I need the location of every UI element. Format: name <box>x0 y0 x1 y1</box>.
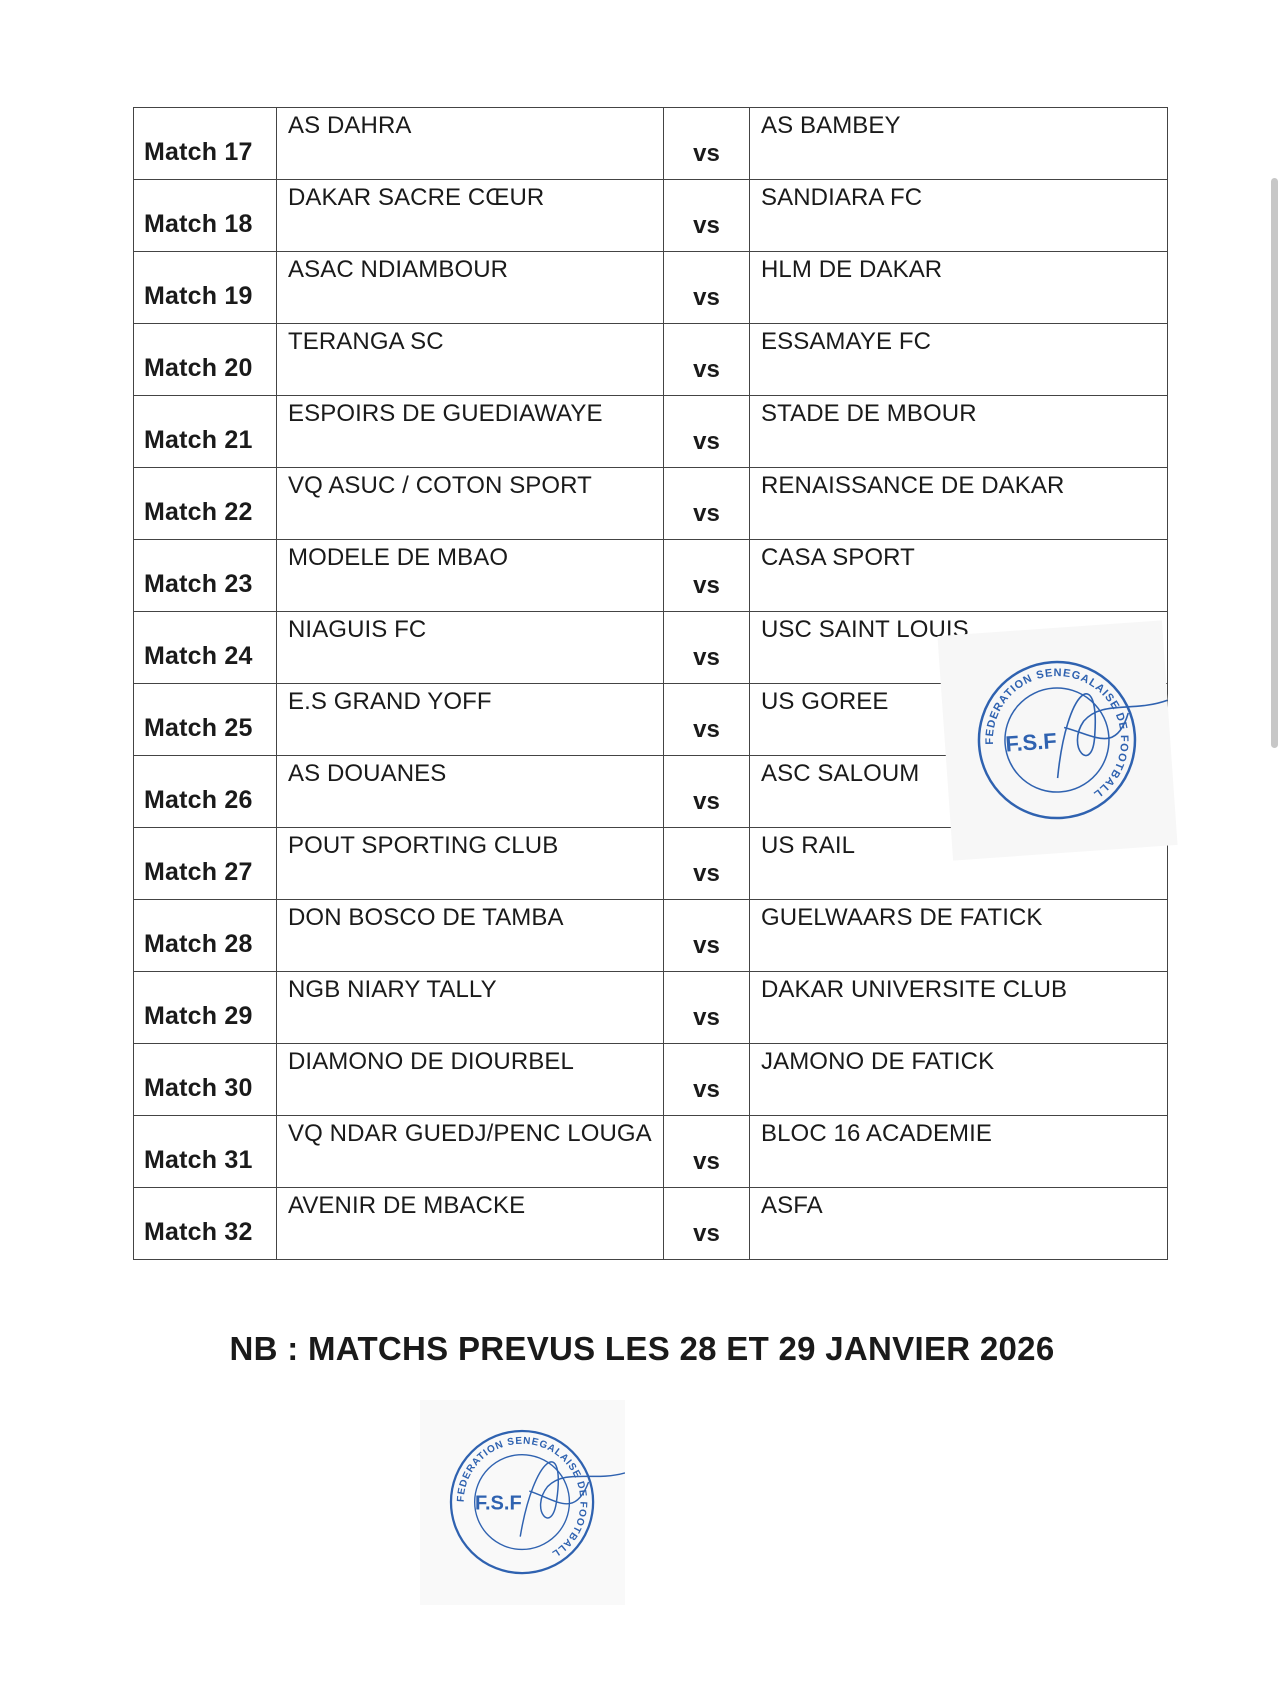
away-team: HLM DE DAKAR <box>761 256 943 283</box>
fixture-row <box>134 972 1168 1044</box>
match-label-cell <box>134 540 277 612</box>
match-label: Match 30 <box>144 1074 253 1102</box>
home-team: NIAGUIS FC <box>288 616 427 643</box>
scrollbar-thumb[interactable] <box>1271 178 1278 748</box>
home-team-cell <box>277 684 664 756</box>
vs-label: vs <box>693 1220 720 1247</box>
away-team: JAMONO DE FATICK <box>761 1048 995 1075</box>
stamp-ring-text: FEDERATION SENEGALAISE DE FOOTBALL <box>983 666 1131 801</box>
away-team-cell <box>750 540 1168 612</box>
match-label-cell <box>134 468 277 540</box>
home-team: AS DAHRA <box>288 112 412 139</box>
away-team-cell <box>750 1044 1168 1116</box>
home-team: AVENIR DE MBACKE <box>288 1192 526 1219</box>
home-team-cell <box>277 108 664 180</box>
home-team-cell <box>277 756 664 828</box>
schedule-note: NB : MATCHS PREVUS LES 28 ET 29 JANVIER 2026 <box>229 1330 1055 1367</box>
home-team: ESPOIRS DE GUEDIAWAYE <box>288 400 603 427</box>
vs-label: vs <box>693 1148 720 1175</box>
match-label: Match 31 <box>144 1146 253 1174</box>
vs-label-cell <box>664 324 750 396</box>
away-team-cell <box>750 468 1168 540</box>
match-label: Match 25 <box>144 714 253 742</box>
match-label: Match 18 <box>144 210 253 238</box>
vs-label: vs <box>693 500 720 527</box>
vs-label-cell <box>664 396 750 468</box>
match-label: Match 19 <box>144 282 253 310</box>
match-label: Match 32 <box>144 1218 253 1246</box>
away-team: USC SAINT LOUIS <box>761 616 969 643</box>
fixture-row <box>134 1116 1168 1188</box>
match-label-cell <box>134 972 277 1044</box>
away-team-cell <box>750 900 1168 972</box>
home-team-cell <box>277 468 664 540</box>
fixture-row <box>134 324 1168 396</box>
away-team: ASFA <box>761 1192 823 1219</box>
match-label: Match 20 <box>144 354 253 382</box>
vs-label: vs <box>693 140 720 167</box>
fixture-row <box>134 1044 1168 1116</box>
away-team-cell <box>750 180 1168 252</box>
match-label: Match 29 <box>144 1002 253 1030</box>
away-team: US GOREE <box>761 688 889 715</box>
away-team-cell <box>750 396 1168 468</box>
match-label-cell <box>134 756 277 828</box>
home-team: DAKAR SACRE CŒUR <box>288 184 545 211</box>
vs-label-cell <box>664 972 750 1044</box>
home-team-cell <box>277 612 664 684</box>
home-team: MODELE DE MBAO <box>288 544 509 571</box>
home-team: VQ NDAR GUEDJ/PENC LOUGA <box>288 1120 652 1147</box>
vs-label: vs <box>693 644 720 671</box>
vs-label: vs <box>693 860 720 887</box>
away-team: AS BAMBEY <box>761 112 901 139</box>
home-team: DIAMONO DE DIOURBEL <box>288 1048 574 1075</box>
fsf-stamp <box>937 620 1177 860</box>
match-label-cell <box>134 1044 277 1116</box>
fsf-stamp-bottom <box>420 1400 625 1605</box>
home-team-cell <box>277 972 664 1044</box>
fixture-row <box>134 252 1168 324</box>
match-label-cell <box>134 684 277 756</box>
home-team-cell <box>277 540 664 612</box>
home-team-cell <box>277 180 664 252</box>
away-team: BLOC 16 ACADEMIE <box>761 1120 993 1147</box>
away-team: DAKAR UNIVERSITE CLUB <box>761 976 1068 1003</box>
home-team-cell <box>277 900 664 972</box>
match-label-cell <box>134 324 277 396</box>
match-label: Match 17 <box>144 138 253 166</box>
fixture-row <box>134 540 1168 612</box>
match-label: Match 27 <box>144 858 253 886</box>
vs-label: vs <box>693 716 720 743</box>
vs-label-cell <box>664 252 750 324</box>
away-team: CASA SPORT <box>761 544 915 571</box>
away-team: ESSAMAYE FC <box>761 328 932 355</box>
vs-label-cell <box>664 180 750 252</box>
away-team: ASC SALOUM <box>761 760 920 787</box>
match-label-cell <box>134 108 277 180</box>
away-team: US RAIL <box>761 832 856 859</box>
match-label: Match 28 <box>144 930 253 958</box>
vs-label-cell <box>664 1044 750 1116</box>
match-label-cell <box>134 900 277 972</box>
signature-icon <box>1052 688 1172 778</box>
away-team-cell <box>750 1188 1168 1260</box>
home-team: ASAC NDIAMBOUR <box>288 256 509 283</box>
match-label-cell <box>134 1116 277 1188</box>
vs-label-cell <box>664 1116 750 1188</box>
home-team: POUT SPORTING CLUB <box>288 832 559 859</box>
vs-label-cell <box>664 540 750 612</box>
home-team: E.S GRAND YOFF <box>288 688 492 715</box>
match-label-cell <box>134 396 277 468</box>
away-team-cell <box>750 1116 1168 1188</box>
vs-label-cell <box>664 108 750 180</box>
fixture-row <box>134 180 1168 252</box>
fixture-row <box>134 468 1168 540</box>
away-team-cell <box>750 108 1168 180</box>
home-team-cell <box>277 252 664 324</box>
vs-label-cell <box>664 612 750 684</box>
vs-label: vs <box>693 788 720 815</box>
vs-label-cell <box>664 756 750 828</box>
match-label: Match 21 <box>144 426 253 454</box>
vs-label: vs <box>693 1004 720 1031</box>
away-team: GUELWAARS DE FATICK <box>761 904 1043 931</box>
home-team-cell <box>277 396 664 468</box>
away-team: RENAISSANCE DE DAKAR <box>761 472 1065 499</box>
vs-label-cell <box>664 828 750 900</box>
vs-label-cell <box>664 468 750 540</box>
vs-label: vs <box>693 212 720 239</box>
away-team: SANDIARA FC <box>761 184 923 211</box>
vs-label-cell <box>664 684 750 756</box>
match-label-cell <box>134 1188 277 1260</box>
home-team: NGB NIARY TALLY <box>288 976 497 1003</box>
home-team-cell <box>277 828 664 900</box>
match-label-cell <box>134 612 277 684</box>
home-team-cell <box>277 1188 664 1260</box>
fixture-row <box>134 108 1168 180</box>
vs-label: vs <box>693 1076 720 1103</box>
home-team-cell <box>277 324 664 396</box>
away-team: STADE DE MBOUR <box>761 400 977 427</box>
home-team: DON BOSCO DE TAMBA <box>288 904 564 931</box>
vs-label-cell <box>664 1188 750 1260</box>
match-label: Match 24 <box>144 642 253 670</box>
home-team: VQ ASUC / COTON SPORT <box>288 472 592 499</box>
vs-label-cell <box>664 900 750 972</box>
match-label-cell <box>134 180 277 252</box>
vs-label: vs <box>693 572 720 599</box>
match-label: Match 23 <box>144 570 253 598</box>
home-team: TERANGA SC <box>288 328 444 355</box>
home-team-cell <box>277 1044 664 1116</box>
fixture-row <box>134 900 1168 972</box>
home-team-cell <box>277 1116 664 1188</box>
fixture-row <box>134 1188 1168 1260</box>
vs-label: vs <box>693 284 720 311</box>
match-label: Match 22 <box>144 498 253 526</box>
match-label: Match 26 <box>144 786 253 814</box>
home-team: AS DOUANES <box>288 760 447 787</box>
fixture-row <box>134 396 1168 468</box>
match-label-cell <box>134 252 277 324</box>
vs-label: vs <box>693 428 720 455</box>
stamp-ring-text-bottom: FEDERATION SENEGALAISE DE FOOTBALL <box>455 1435 589 1560</box>
away-team-cell <box>750 324 1168 396</box>
away-team-cell <box>750 972 1168 1044</box>
match-label-cell <box>134 828 277 900</box>
away-team-cell <box>750 252 1168 324</box>
stamp-center-text-bottom: F.S.F <box>474 1492 522 1515</box>
stamp-center-text: F.S.F <box>1004 728 1058 757</box>
vs-label: vs <box>693 932 720 959</box>
vs-label: vs <box>693 356 720 383</box>
